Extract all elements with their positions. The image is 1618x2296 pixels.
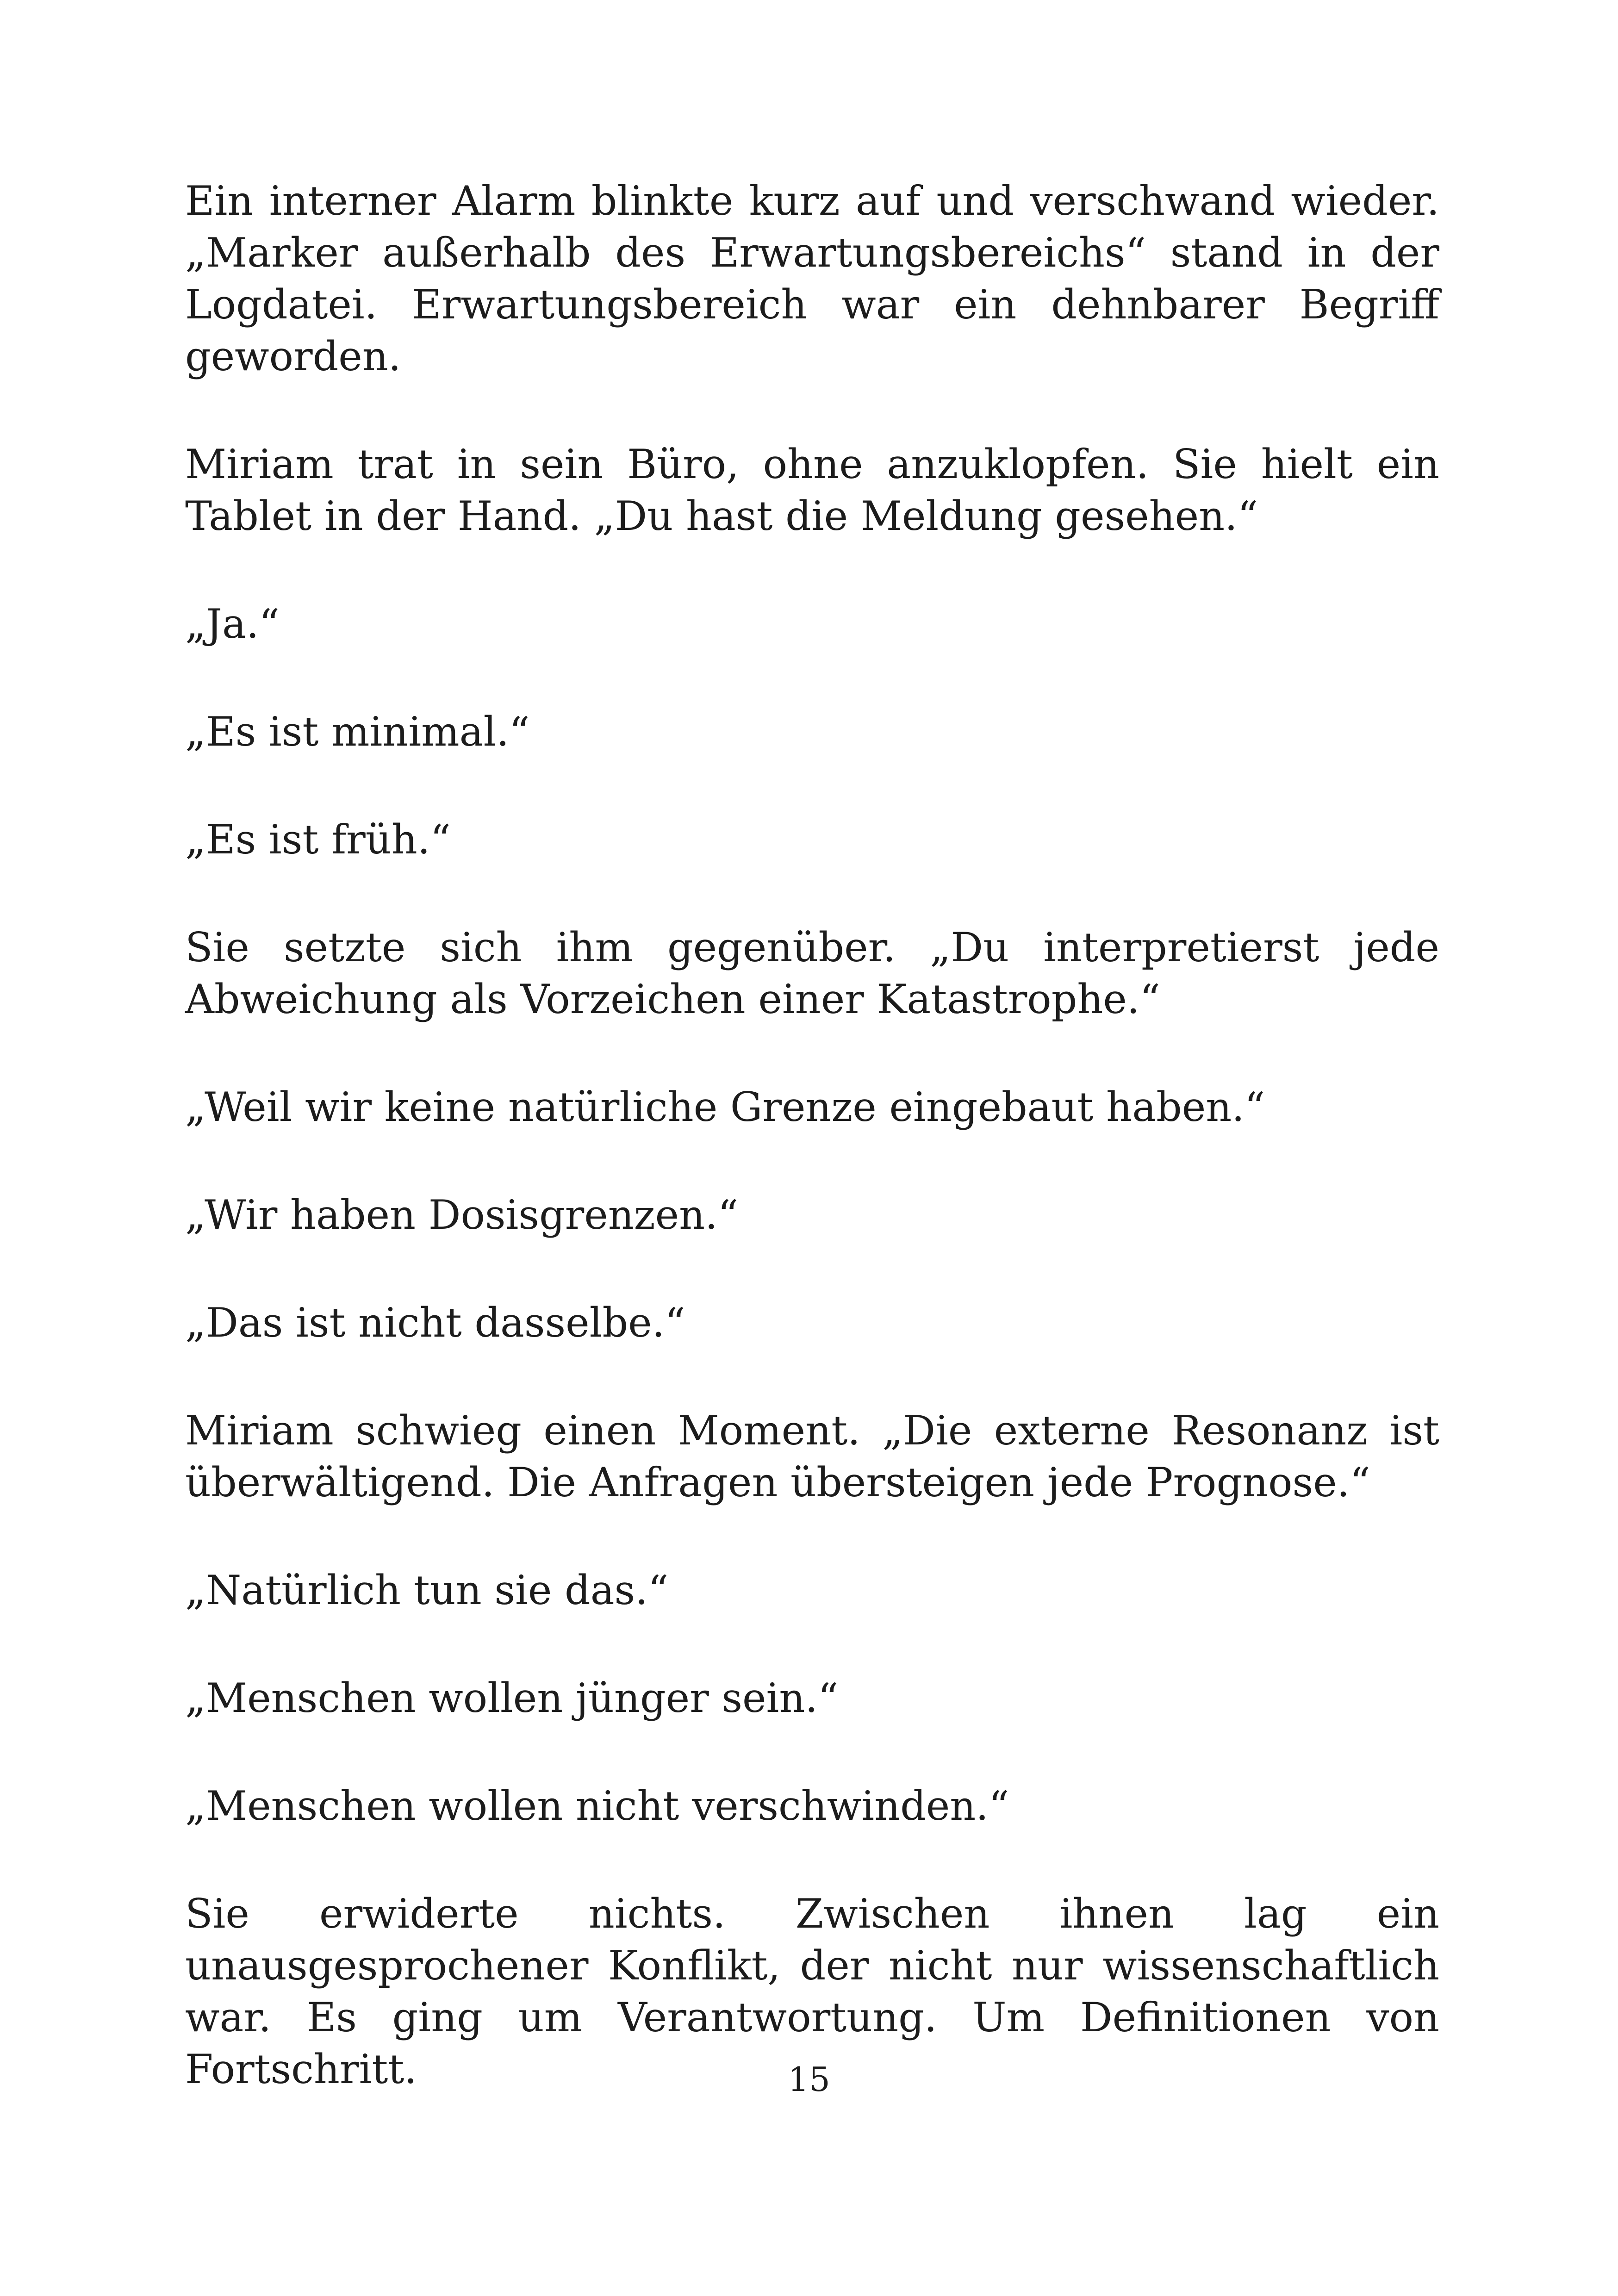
paragraph-sits-down: Sie setzte sich ihm gegenüber. „Du interpretierst jede Abweichung als Vorzeichen einer Katastrophe.“ [185, 924, 1439, 1023]
dialogue-line: „Wir haben Dosisgrenzen.“ [185, 1191, 739, 1238]
dialogue-line: „Natürlich tun sie das.“ [185, 1567, 669, 1614]
page-number: 15 [788, 2060, 830, 2099]
paragraph-miriam-silent: Miriam schwieg einen Moment. „Die externe Resonanz ist überwältigend. Die Anfragen übersteigen jede Prognose.“ [185, 1407, 1439, 1506]
dialogue-line: „Weil wir keine natürliche Grenze eingebaut haben.“ [185, 1083, 1265, 1131]
dialogue-line: „Ja.“ [185, 600, 280, 647]
dialogue-line: „Menschen wollen nicht verschwinden.“ [185, 1782, 1009, 1829]
dialogue-line: „Es ist minimal.“ [185, 708, 530, 755]
dialogue-line: „Menschen wollen jünger sein.“ [185, 1674, 839, 1722]
page-body-text [185, 175, 1439, 2151]
dialogue-line: „Das ist nicht dasselbe.“ [185, 1299, 685, 1346]
dialogue-line: „Es ist früh.“ [185, 816, 451, 863]
paragraph-conflict: Sie erwiderte nichts. Zwischen ihnen lag ein unausgesprochener Konflikt, der nicht nur wissenschaftlich war. Es ging um Verantwortung. Um Definitionen von Fortschritt. [185, 1890, 1439, 2093]
paragraph-alarm: Ein interner Alarm blinkte kurz auf und verschwand wieder. „Marker außerhalb des Erwartungsbereichs“ stand in der Logdatei. Erwartungsbereich war ein dehnbarer Begriff geworden. [185, 177, 1439, 380]
paragraph-miriam-enters: Miriam trat in sein Büro, ohne anzuklopfen. Sie hielt ein Tablet in der Hand. „Du hast die Meldung gesehen.“ [185, 441, 1439, 540]
